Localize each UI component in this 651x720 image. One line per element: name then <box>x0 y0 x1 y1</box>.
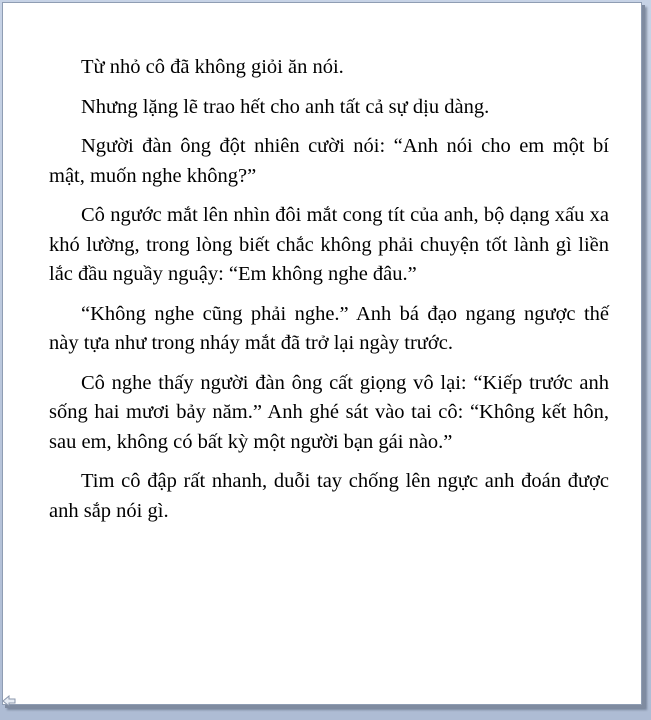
paragraph: “Không nghe cũng phải nghe.” Anh bá đạo ngang ngược thế này tựa như trong nháy mắt đã trở lại ngày trước. <box>49 302 609 354</box>
paragraph: Cô nghe thấy người đàn ông cất giọng vô lại: “Kiếp trước anh sống hai mươi bảy năm.” Anh ghé sát vào tai cô: “Không kết hôn, sau em, không có bất kỳ một người bạn gái nào.” <box>49 371 609 453</box>
back-arrow-icon[interactable] <box>2 694 16 706</box>
paragraph: Nhưng lặng lẽ trao hết cho anh tất cả sự dịu dàng. <box>81 95 490 118</box>
paragraph: Tim cô đập rất nhanh, duỗi tay chống lên ngực anh đoán được anh sắp nói gì. <box>49 470 609 522</box>
paragraph: Từ nhỏ cô đã không giỏi ăn nói. <box>81 56 344 78</box>
paragraph: Người đàn ông đột nhiên cười nói: “Anh nói cho em một bí mật, muốn nghe không?” <box>49 135 609 187</box>
page-content <box>49 53 609 536</box>
paragraph: Cô ngước mắt lên nhìn đôi mắt cong tít của anh, bộ dạng xấu xa khó lường, trong lòng biết chắc không phải chuyện tốt lành gì liền lắc đầu nguầy nguậy: “Em không nghe đâu.” <box>49 204 609 285</box>
document-page <box>2 2 642 705</box>
